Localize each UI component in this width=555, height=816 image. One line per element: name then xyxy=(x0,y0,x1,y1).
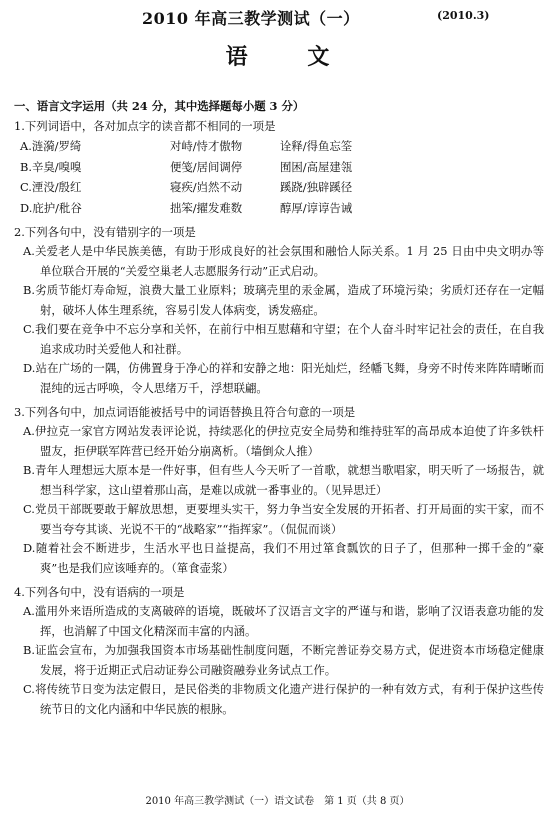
exam-title: 2010 年高三教学测试（一） xyxy=(142,9,360,28)
exam-date: (2010.3) xyxy=(437,9,490,22)
question-3-stem: 3.下列各句中，加点词语能被括号中的词语替换且符合句意的一项是 xyxy=(14,405,356,419)
q1-option-d-word1: D.庇护/秕谷 xyxy=(20,200,82,215)
question-3-option-c: C.党员干部既要敢于解放思想，更要埋头实干，努力争当安全发展的开拓者、打开局面的实干家，而不要当夸夸其谈、光说不干的“战略家”“指挥家”。（侃侃而谈） xyxy=(23,502,544,536)
q1-option-d-word3: 醇厚/谆谆告诫 xyxy=(280,200,353,215)
question-2-option-c: C.我们要在竞争中不忘分享和关怀，在前行中相互慰藉和守望；在个人奋斗时牢记社会的责任，在自我追求成功时关爱他人和社群。 xyxy=(23,322,544,356)
q1-option-d-word2: 拙笨/擢发难数 xyxy=(170,200,243,215)
section-heading: 一、语言文字运用（共 24 分，其中选择题每小题 3 分） xyxy=(14,99,305,113)
question-4-option-c: C.将传统节日变为法定假日，是民俗类的非物质文化遗产进行保护的一种有效方式，有利于保护这些传统节日的文化内涵和中华民族的根脉。 xyxy=(23,682,544,716)
q1-option-c-word2: 寝疾/岿然不动 xyxy=(170,180,243,194)
q1-option-a-word3: 诠释/得鱼忘筌 xyxy=(280,139,353,153)
question-3-option-d: D.随着社会不断进步，生活水平也日益提高，我们不用过箪食瓢饮的日子了，但那种一掷千金的“豪爽”也是我们应该唾弃的。（箪食壶浆） xyxy=(23,541,544,575)
question-4-option-b: B.证监会宣布，为加强我国资本市场基础性制度问题，不断完善证券交易方式，促进资本市场稳定健康发展，将于近期正式启动证券公司融资融券业务试点工作。 xyxy=(23,643,544,677)
q1-option-c-word1: C.湮没/殷红 xyxy=(20,180,82,194)
q1-option-b-word2: 便笺/居间调停 xyxy=(170,159,243,174)
question-4-stem: 4.下列各句中，没有语病的一项是 xyxy=(14,585,185,599)
subject-title: 语 文 xyxy=(225,44,356,70)
exam-content xyxy=(14,96,544,719)
q1-option-b-word1: B.辛臭/嗅嗅 xyxy=(20,159,82,174)
question-3-option-a: A.伊拉克一家官方网站发表评论说，持续恶化的伊拉克安全局势和维持驻军的高昂成本迫使了许多铁杆盟友，拒伊联军阵营已经开始分崩离析。（墙倒众人推） xyxy=(23,424,544,458)
q1-option-c-word3: 蹊跷/独辟蹊径 xyxy=(280,180,353,194)
exam-header xyxy=(0,6,555,26)
q1-option-b-word3: 囿困/高屋建瓴 xyxy=(280,159,353,174)
q1-option-a-word2: 对峙/恃才傲物 xyxy=(170,139,243,153)
question-3-option-b: B.青年人理想远大原本是一件好事，但有些人今天听了一首歌，就想当歌唱家，明天听了一场报告，就想当科学家，这山望着那山高，是难以成就一番事业的。（见异思迁） xyxy=(23,463,544,497)
question-1-options xyxy=(20,136,544,218)
question-2-option-d: D.站在广场的一隅，仿佛置身于净心的祥和安静之地：阳光灿烂，经幡飞舞，身旁不时传来阵阵晴晰而混纯的远古呼唤，令人思绪万千，浮想联翩。 xyxy=(23,361,544,395)
question-2-stem: 2.下列各句中，没有错别字的一项是 xyxy=(14,225,196,239)
page-footer: 2010 年高三教学测试（一）语文试卷 第 1 页（共 8 页） xyxy=(145,796,410,807)
q1-option-a-word1: A.涟漪/罗绮 xyxy=(20,139,82,153)
question-2-option-a: A.关爱老人是中华民族美德，有助于形成良好的社会氛围和融恰人际关系。1 月 25 日由中央文明办等单位联合开展的“关爱空巢老人志愿服务行动”正式启动。 xyxy=(23,244,544,278)
question-4-option-a: A.滥用外来语所造成的支离破碎的语境，既破坏了汉语言文字的严谨与和谐，影响了汉语表意功能的发挥，也消解了中国文化精深而丰富的内涵。 xyxy=(23,604,544,638)
question-2-option-b: B.劣质节能灯寿命短，浪费大量工业原料；玻璃壳里的汞金属，造成了环境污染；劣质灯还存在一定幅射，破坏人体生理系统，容易引发人体病变，诱发癌症。 xyxy=(23,283,544,317)
question-1-stem: 1.下列词语中，各对加点字的读音都不相同的一项是 xyxy=(14,119,276,133)
